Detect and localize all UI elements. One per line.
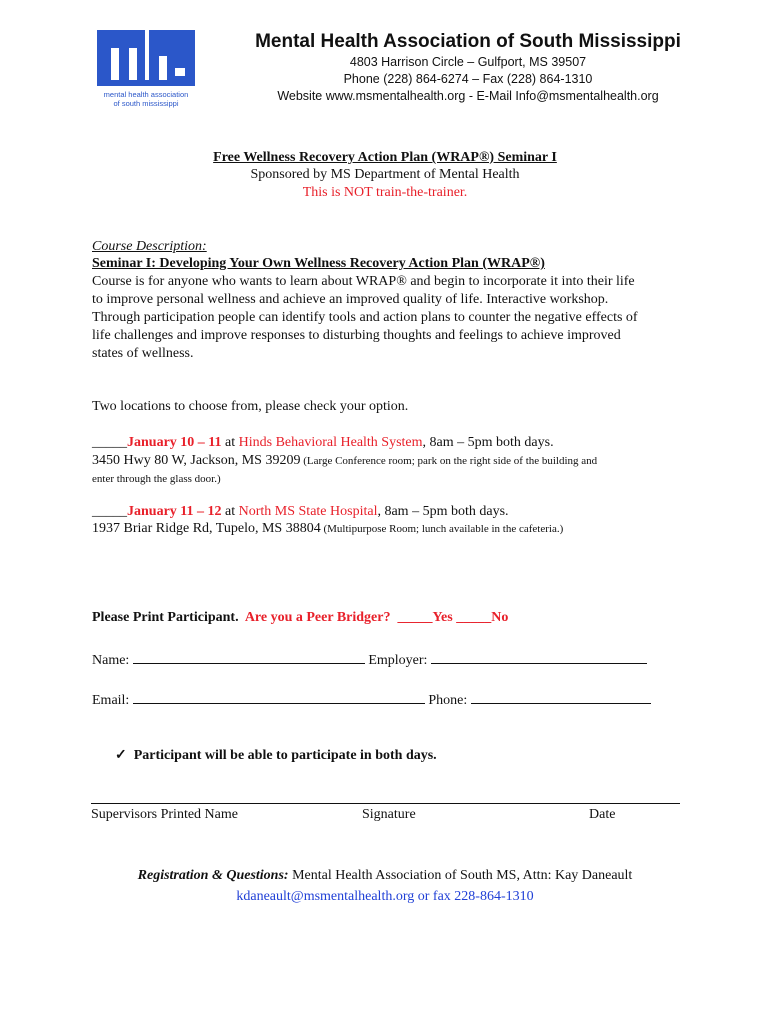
check-mark-icon: ✓ bbox=[115, 748, 127, 763]
course-text-line: Course is for anyone who wants to learn about WRAP® and begin to incorporate it into their life bbox=[92, 274, 635, 289]
email-phone-row bbox=[92, 689, 682, 710]
logo-subtitle-line1: mental health association bbox=[103, 90, 189, 99]
registration-text: Mental Health Association of South MS, Attn: Kay Daneault bbox=[288, 868, 633, 883]
email-field[interactable] bbox=[133, 689, 425, 704]
course-text-line: life challenges and improve responses to disturbing thoughts and feelings to achieve improved bbox=[92, 328, 621, 343]
peer-no-label: No bbox=[491, 610, 509, 625]
registration-contact[interactable]: kdaneault@msmentalhealth.org or fax 228-864-1310 bbox=[236, 889, 534, 904]
org-address: 4803 Harrison Circle – Gulfport, MS 39507 bbox=[349, 55, 587, 69]
location-1-note: (Large Conference room; park on the right side of the building and bbox=[300, 455, 598, 467]
supervisor-name-label: Supervisors Printed Name bbox=[91, 807, 238, 822]
employer-label: Employer: bbox=[368, 653, 428, 668]
location-option-1 bbox=[92, 434, 682, 452]
location-2-place: North MS State Hospital bbox=[238, 504, 378, 519]
location-2-checkbox-blank[interactable]: _____ bbox=[92, 504, 127, 519]
location-1-place: Hinds Behavioral Health System bbox=[238, 435, 423, 450]
location-2-at: at bbox=[221, 504, 239, 519]
print-participant-label: Please Print Participant. bbox=[92, 610, 239, 625]
course-text-line: states of wellness. bbox=[92, 346, 194, 361]
location-1-at: at bbox=[221, 435, 239, 450]
course-text-line: to improve personal wellness and achieve an improved quality of life. Interactive workshop. bbox=[92, 292, 609, 307]
signature-line[interactable] bbox=[91, 803, 680, 804]
location-option-2 bbox=[92, 503, 682, 521]
location-1-checkbox-blank[interactable]: _____ bbox=[92, 435, 127, 450]
org-phone-fax: Phone (228) 864-6274 – Fax (228) 864-1310 bbox=[343, 72, 593, 86]
participant-prompt-line bbox=[92, 609, 682, 627]
not-trainer-notice: This is NOT train-the-trainer. bbox=[302, 185, 468, 200]
location-2-note: (Multipurpose Room; lunch available in the cafeteria.) bbox=[320, 523, 564, 535]
phone-label: Phone: bbox=[428, 693, 468, 708]
signature-label: Signature bbox=[362, 807, 416, 822]
location-1-note-cont: enter through the glass door.) bbox=[92, 473, 221, 485]
course-text-line: Through participation people can identify tools and action plans to counter the negative effects of bbox=[92, 310, 638, 325]
location-1-address: 3450 Hwy 80 W, Jackson, MS 39209 bbox=[92, 453, 301, 468]
peer-yes-blank[interactable]: _____ bbox=[397, 610, 433, 625]
peer-no-blank[interactable]: _____ bbox=[456, 610, 492, 625]
location-2-address-line bbox=[92, 520, 682, 538]
mha-logo bbox=[97, 30, 197, 106]
peer-yes-label: Yes bbox=[432, 610, 453, 625]
both-days-row bbox=[115, 747, 675, 765]
date-label: Date bbox=[589, 807, 616, 822]
name-employer-row bbox=[92, 649, 682, 670]
course-description-label: Course Description: bbox=[92, 239, 207, 254]
mha-logo-mark bbox=[97, 30, 195, 86]
course-heading: Seminar I: Developing Your Own Wellness Recovery Action Plan (WRAP®) bbox=[92, 256, 545, 271]
location-2-dates: January 11 – 12 bbox=[127, 504, 222, 519]
location-2-time: , 8am – 5pm both days. bbox=[377, 504, 509, 519]
peer-bridger-question: Are you a Peer Bridger? bbox=[244, 610, 391, 625]
locations-intro: Two locations to choose from, please check your option. bbox=[92, 399, 409, 414]
registration-label: Registration & Questions: bbox=[137, 868, 289, 883]
name-label: Name: bbox=[92, 653, 130, 668]
registration-line bbox=[60, 868, 710, 884]
location-1-address-line bbox=[92, 452, 682, 470]
seminar-title: Free Wellness Recovery Action Plan (WRAP®) Seminar I bbox=[213, 150, 557, 165]
location-1-dates: January 10 – 11 bbox=[127, 435, 222, 450]
logo-subtitle-line2: of south mississippi bbox=[113, 99, 179, 108]
name-field[interactable] bbox=[133, 649, 365, 664]
sponsor-line: Sponsored by MS Department of Mental Health bbox=[250, 167, 520, 182]
employer-field[interactable] bbox=[431, 649, 647, 664]
location-2-address: 1937 Briar Ridge Rd, Tupelo, MS 38804 bbox=[92, 521, 321, 536]
org-web-email: Website www.msmentalhealth.org - E-Mail Info@msmentalhealth.org bbox=[277, 89, 659, 103]
both-days-text: Participant will be able to participate in both days. bbox=[133, 748, 437, 763]
location-1-time: , 8am – 5pm both days. bbox=[422, 435, 554, 450]
email-label: Email: bbox=[92, 693, 130, 708]
phone-field[interactable] bbox=[471, 689, 651, 704]
org-name: Mental Health Association of South Mississippi bbox=[255, 31, 681, 52]
